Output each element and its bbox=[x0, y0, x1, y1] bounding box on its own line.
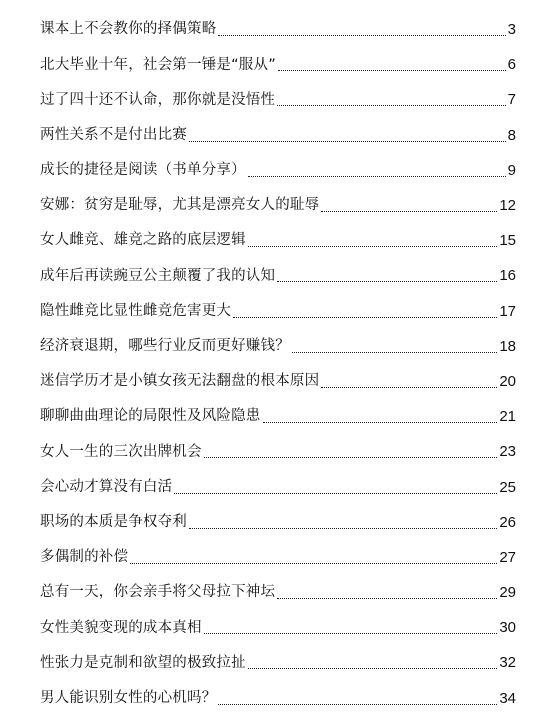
toc-entry[interactable] bbox=[40, 364, 516, 399]
toc-entry[interactable] bbox=[40, 258, 516, 293]
toc-entry-page: 25 bbox=[499, 478, 516, 496]
toc-entry-title: 男人能识别女性的心机吗？ bbox=[40, 689, 217, 706]
dot-leader bbox=[248, 668, 498, 669]
toc-entry[interactable] bbox=[40, 399, 516, 434]
toc-entry-page: 30 bbox=[499, 619, 516, 637]
toc-entry-title: 隐性雌竞比显性雌竞危害更大 bbox=[40, 302, 232, 319]
toc-entry-page: 18 bbox=[499, 337, 516, 355]
toc-entry-page: 27 bbox=[499, 548, 516, 566]
toc-entry[interactable] bbox=[40, 118, 516, 153]
toc-entry[interactable] bbox=[40, 505, 516, 540]
toc-entry-page: 32 bbox=[499, 654, 516, 672]
toc-entry-title: 聊聊曲曲理论的局限性及风险隐患 bbox=[40, 408, 261, 425]
dot-leader bbox=[174, 493, 497, 494]
dot-leader bbox=[292, 352, 497, 353]
toc-entry-page: 6 bbox=[507, 56, 516, 74]
dot-leader bbox=[278, 70, 506, 71]
toc-entry[interactable] bbox=[40, 82, 516, 117]
toc-entry[interactable] bbox=[40, 329, 516, 364]
toc-entry[interactable] bbox=[40, 47, 516, 82]
toc-entry[interactable] bbox=[40, 610, 516, 645]
dot-leader bbox=[321, 211, 497, 212]
toc-entry[interactable] bbox=[40, 434, 516, 469]
toc-entry-page: 9 bbox=[507, 161, 516, 179]
toc-entry-title: 成长的捷径是阅读（书单分享） bbox=[40, 162, 246, 179]
toc-entry[interactable] bbox=[40, 575, 516, 610]
toc-entry-title: 女性美貌变现的成本真相 bbox=[40, 619, 202, 636]
table-of-contents bbox=[40, 12, 516, 716]
toc-entry-page: 17 bbox=[499, 302, 516, 320]
toc-entry-title: 两性关系不是付出比赛 bbox=[40, 126, 187, 143]
toc-entry-page: 21 bbox=[499, 408, 516, 426]
dot-leader bbox=[263, 422, 498, 423]
dot-leader bbox=[218, 35, 505, 36]
toc-entry-page: 29 bbox=[499, 584, 516, 602]
toc-entry-page: 26 bbox=[499, 513, 516, 531]
toc-entry-page: 8 bbox=[507, 126, 516, 144]
toc-entry-title: 会心动才算没有白活 bbox=[40, 478, 173, 495]
toc-entry-page: 7 bbox=[507, 91, 516, 109]
toc-entry-page: 34 bbox=[499, 689, 516, 707]
toc-entry-title: 多偶制的补偿 bbox=[40, 549, 129, 566]
dot-leader bbox=[233, 317, 497, 318]
toc-entry-page: 16 bbox=[499, 267, 516, 285]
toc-entry-title: 迷信学历才是小镇女孩无法翻盘的根本原因 bbox=[40, 373, 320, 390]
toc-entry-page: 15 bbox=[499, 232, 516, 250]
dot-leader bbox=[277, 598, 497, 599]
toc-entry-title: 北大毕业十年，社会第一锤是“服从” bbox=[40, 56, 276, 73]
dot-leader bbox=[189, 528, 497, 529]
dot-leader bbox=[204, 457, 498, 458]
toc-entry[interactable] bbox=[40, 12, 516, 47]
dot-leader bbox=[248, 246, 498, 247]
toc-entry[interactable] bbox=[40, 294, 516, 329]
toc-entry-title: 课本上不会教你的择偶策略 bbox=[40, 21, 217, 38]
dot-leader bbox=[130, 563, 497, 564]
toc-entry[interactable] bbox=[40, 469, 516, 504]
toc-entry-title: 性张力是克制和欲望的极致拉扯 bbox=[40, 654, 246, 671]
toc-entry-page: 3 bbox=[507, 21, 516, 39]
toc-entry-page: 12 bbox=[499, 197, 516, 215]
toc-entry-page: 23 bbox=[499, 443, 516, 461]
dot-leader bbox=[248, 176, 506, 177]
dot-leader bbox=[277, 105, 505, 106]
toc-entry[interactable] bbox=[40, 681, 516, 716]
toc-entry-title: 职场的本质是争权夺利 bbox=[40, 513, 187, 530]
toc-entry-title: 女人雌竞、雄竞之路的底层逻辑 bbox=[40, 232, 246, 249]
dot-leader bbox=[204, 633, 498, 634]
dot-leader bbox=[189, 141, 506, 142]
toc-entry-title: 安娜：贫穷是耻辱，尤其是漂亮女人的耻辱 bbox=[40, 197, 320, 214]
toc-entry[interactable] bbox=[40, 223, 516, 258]
toc-entry-title: 经济衰退期，哪些行业反而更好赚钱？ bbox=[40, 338, 290, 355]
toc-entry[interactable] bbox=[40, 153, 516, 188]
toc-entry-title: 成年后再读豌豆公主颠覆了我的认知 bbox=[40, 267, 276, 284]
toc-entry[interactable] bbox=[40, 645, 516, 680]
toc-entry[interactable] bbox=[40, 540, 516, 575]
dot-leader bbox=[321, 387, 497, 388]
toc-entry-page: 20 bbox=[499, 372, 516, 390]
dot-leader bbox=[218, 704, 497, 705]
dot-leader bbox=[277, 281, 497, 282]
toc-entry-title: 过了四十还不认命，那你就是没悟性 bbox=[40, 91, 276, 108]
toc-entry-title: 总有一天，你会亲手将父母拉下神坛 bbox=[40, 584, 276, 601]
toc-entry-title: 女人一生的三次出牌机会 bbox=[40, 443, 202, 460]
toc-entry[interactable] bbox=[40, 188, 516, 223]
